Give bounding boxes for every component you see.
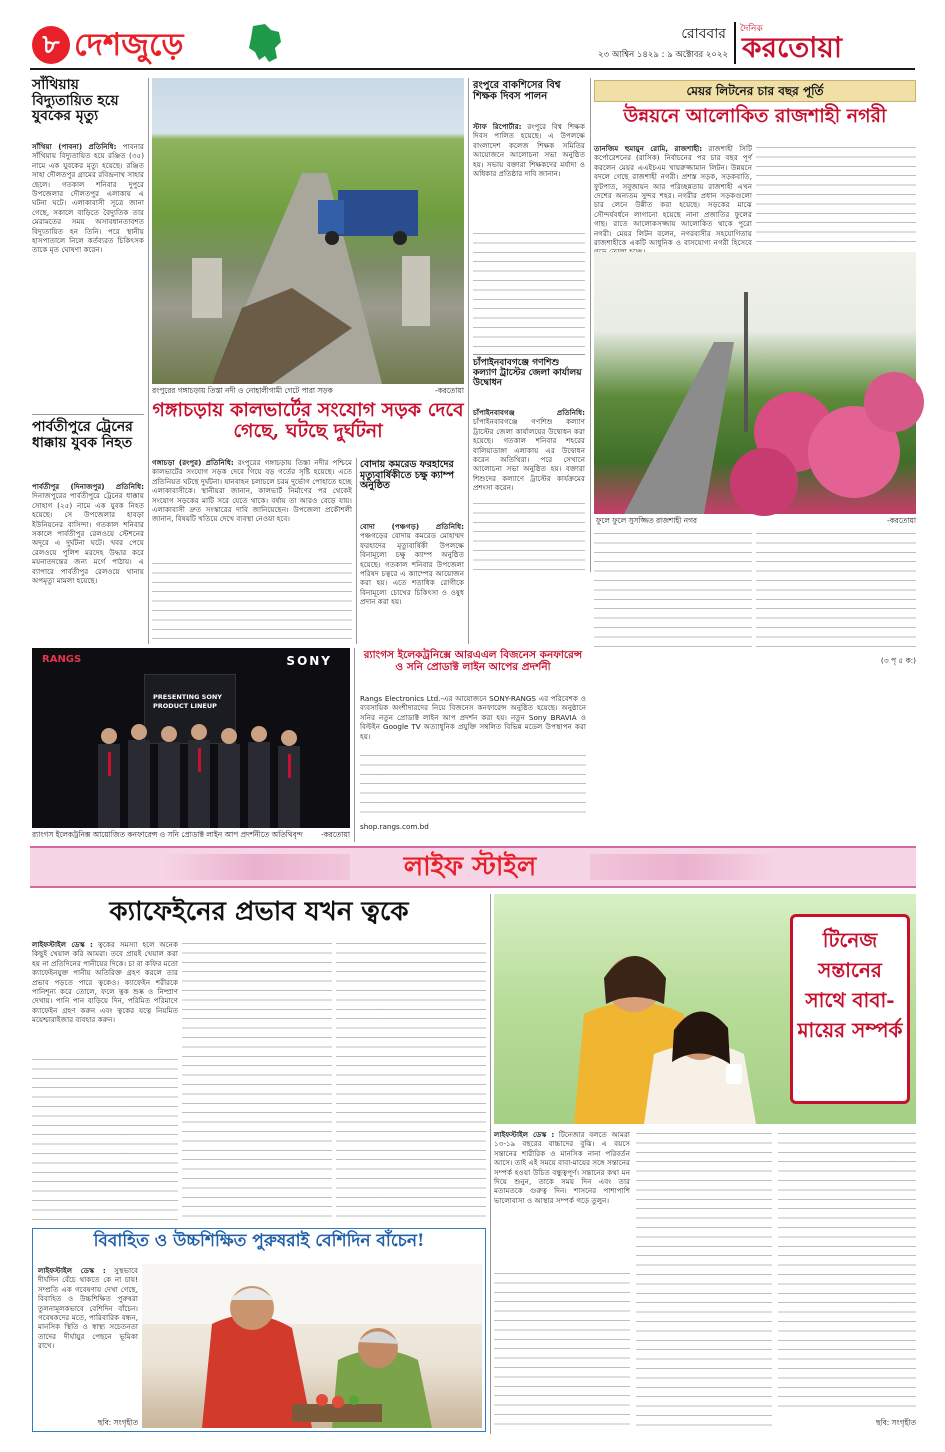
s6-dateline: চাঁপাইনবাবগঞ্জ প্রতিনিধি:: [473, 408, 585, 417]
a3-feature-title: টিনেজ সন্তানের সাথে বাবা-মায়ের সম্পর্ক: [797, 928, 903, 1042]
s3-dateline: গঙ্গাচড়া (রংপুর) প্রতিনিধি:: [152, 458, 234, 467]
s8-url: shop.rangs.com.bd: [360, 822, 429, 831]
s8-photo-caption: র‍্যাংগস ইলেকট্রনিক্স আয়োজিত কনফারেন্স ও সনি প্রোডাক্ট লাইন আপ প্রদর্শনীতে অতিথিবৃন্দ: [32, 830, 303, 839]
s8-photo-credit: -করতোয়া: [320, 830, 350, 839]
issue-date: ২৩ আশ্বিন ১৪২৯ : ৯ অক্টোবর ২০২২: [598, 50, 728, 60]
s2-headline: পার্বতীপুরে ট্রেনের ধাক্কায় যুবক নিহত: [32, 419, 133, 451]
s7-photo-caption: ফুলে ফুলে সুসজ্জিত রাজশাহী নগর: [596, 516, 697, 525]
a1-continued-text: [32, 1056, 178, 1220]
page-header: [0, 0, 945, 70]
s5-dateline: স্টাফ রিপোর্টার:: [473, 122, 522, 131]
a2-dateline: লাইফস্টাইল ডেস্ক :: [38, 1266, 106, 1275]
flower-road-image: [594, 252, 916, 514]
masthead-name: করতোয়া: [742, 31, 842, 64]
s7-continued-text: [594, 530, 752, 654]
a2-text: সুস্থভাবে দীর্ঘদিন বেঁচে থাকতে কে না চায়! সম্প্রতি এক গবেষণায় দেখা গেছে, বিবাহিত ও উচ্চশিক্ষিত পুরুষরা তুলনামূলকভাবে বেশিদিন বাঁচেন। গবেষকদের মতে, পারিবারিক বন্ধন, মানসিক স্থিতি ও স্বাস্থ্য সচেতনতা তাদের দীর্ঘায়ুর পেছনে ভূমিকা রাখে।: [38, 1266, 138, 1351]
s7-text: রাজশাহী সিটি কর্পোরেশনের (রাসিক) নির্বাচনের পর চার বছর পূর্ণ করলেন মেয়র এএইচএম খায়রুজ্জামান লিটন। উন্নয়নে বদলে গেছে রাজশাহী নগরী। প্রশস্ত সড়ক, সড়কবাতি, ফুটপাত, সবুজায়ন আর পরিচ্ছন্নতায় রাজশাহী এখন দেশের অন্যতম সুন্দর শহর। নগরীর প্রধান সড়কগুলো চার লেনে উন্নীত করা হয়েছে। সড়কের মাঝে সৌন্দর্যবর্ধনে লাগানো হয়েছে নানা প্রজাতির ফুলের গাছ। রাতে আলোকসজ্জায় আলোকিত থাকে পুরো নগরী। মেয়র লিটন বলেন, নগরবাসীর সহযোগিতায় রাজশাহীকে একটি আধুনিক ও বাসযোগ্য নগরী হিসেবে: [594, 144, 752, 248]
a2-headline: বিবাহিত ও উচ্চশিক্ষিত পুরুষরাই বেশিদিন বাঁচেন!: [93, 1231, 425, 1251]
bangladesh-map-icon: [245, 22, 285, 64]
lifestyle-banner: [30, 846, 916, 888]
a2-photo: [142, 1264, 482, 1428]
s5-headline: রংপুরে বাকশিসের বিশ্ব শিক্ষক দিবস পালন: [473, 80, 561, 103]
s7-continued-text: [756, 530, 916, 654]
masthead-divider: [734, 22, 736, 64]
s8-photo: [32, 648, 350, 828]
s8-headline: র‍্যাংগস ইলেকট্রনিক্সে আরএএল বিজনেস কনফারেন্স ও সনি প্রোডাক্ট লাইন আপের প্রদর্শনী: [363, 649, 583, 673]
s3-photo: [152, 78, 464, 384]
header-rule: [30, 68, 915, 70]
s4-headline: বোদায় কমরেড ফরহাদের মৃত্যুবার্ষিকীতে চক্ষু ক্যাম্প অনুষ্ঠিত: [360, 459, 455, 492]
a1-continued-text: [182, 940, 332, 1220]
elderly-couple-image: [142, 1264, 482, 1428]
a3-continued-text: [778, 1130, 916, 1414]
s4-body: [360, 522, 464, 644]
s7-kicker-text: মেয়র লিটনের চার বছর পূর্তি: [686, 84, 824, 98]
s8-guests-image: [32, 648, 350, 828]
s8-continued-text: [360, 752, 586, 818]
s4-text: পঞ্চগড়ের বোদায় কমরেড মোহাম্মদ ফরহাদের মৃত্যুবার্ষিকী উপলক্ষে বিনামূল্যে চক্ষু ক্যাম্প অনুষ্ঠিত হয়েছে। গতকাল শনিবার উপজেলা পরিষদ চত্বরে এ ক্যাম্পের আয়োজন করা হয়। এতে শতাধিক রোগীকে বিনামূল্যে চোখের চিকিৎসা ও ওষুধ প্রদান করা হয়।: [360, 531, 464, 607]
page-number-badge: ৮: [32, 26, 70, 64]
s1-body: [32, 142, 144, 412]
divider: [473, 354, 585, 355]
column-rule: [590, 78, 591, 572]
s7-continued-text: [756, 144, 916, 248]
a2-credit: ছবি: সংগৃহীত: [98, 1418, 138, 1427]
column-rule: [468, 78, 469, 644]
road-scene-image: [152, 78, 464, 384]
s2-text: দিনাজপুরের পার্বতীপুরে ট্রেনের ধাক্কায় সোহাগ (২৫) নামে এক যুবক নিহত হয়েছে। সে উপজেলার হাবড়া ইউনিয়নের বাসিন্দা। গতকাল শনিবার সকালে পার্বতীপুর রেলওয়ে স্টেশনের অদূরে এ দুর্ঘটনা ঘটে। খবর পেয়ে রেলওয়ে পুলিশ মরদেহ উদ্ধার করে ময়নাতদন্তের জন্য মর্গে পাঠায়। এ ব্যাপারে পার্বতীপুর রেলওয়ে থানায় অপমৃত্যু মামলা হয়েছে।: [32, 491, 144, 586]
column-rule: [148, 78, 149, 644]
a3-continued-text: [636, 1130, 772, 1428]
a1-continued-text: [336, 940, 486, 1220]
a3-feature-box: [790, 914, 910, 1104]
s8-text: Rangs Electronics Ltd.-এর আয়োজনে SONY-RANGS এর পরিবেশক ও ব্যবসায়িক অংশীদারদের নিয়ে বিজনেস কনফারেন্স অনুষ্ঠিত হয়েছে। অনুষ্ঠানে সনির নতুন প্রোডাক্ট লাইন আপ প্রদর্শন করা হয়। নতুন Sony BRAVIA ও বিল্টইন Google TV অত্যাধুনিক প্রযুক্তি সম্বলিত বিভিন্ন মডেল উপস্থাপন করা হয়।: [360, 694, 586, 741]
s7-dateline: তানজিম হুমায়ুন রোমি, রাজশাহী:: [594, 144, 703, 153]
column-rule: [354, 648, 355, 842]
s5-continued-text: [473, 230, 585, 350]
a3-continued-text: [494, 1270, 630, 1428]
a2-body: [38, 1266, 138, 1416]
masthead-small: দৈনিক: [740, 24, 763, 34]
a1-headline: ক্যাফেইনের প্রভাব যখন ত্বকে: [109, 897, 409, 927]
s3-continued-text: [152, 560, 352, 644]
s2-body: [32, 482, 144, 644]
s7-kicker: [594, 80, 916, 102]
a3-photo: [494, 894, 916, 1124]
section-title: দেশজুড়ে: [74, 27, 184, 63]
s4-dateline: বোদা (পঞ্চগড়) প্রতিনিধি:: [360, 522, 464, 531]
s6-headline: চাঁপাইনবাবগঞ্জে গণশিশু কল্যাণ ট্রাস্টের জেলা কার্যালয় উদ্বোধন: [473, 358, 582, 389]
s3-body: [152, 458, 352, 558]
a1-dateline: লাইফস্টাইল ডেস্ক :: [32, 940, 93, 949]
a3-credit: ছবি: সংগৃহীত: [876, 1418, 916, 1427]
s1-text: পাবনার সাঁথিয়ায় বিদ্যুতায়িত হয়ে রঞ্জিত (৩৫) নামে এক যুবকের মৃত্যু হয়েছে। রঞ্জিত সাহা দৌলতপুর গ্রামের রবিন্দ্রনাথ সাহার ছেলে। গতকাল শনিবার দুপুরে উপজেলার দৌলতপুর এলাকায় এ ঘটনা ঘটে। এলাকাবাসী সূত্রে জানা গেছে, সকালে বাড়িতে বৈদ্যুতিক তার মেরামতের সময় অসাবধানতাবশত বিদ্যুতায়িত হন তিনি। পরে স্থানীয় হাসপাতালে নিলে কর্তব্যরত চিকিৎসক তাকে মৃত ঘোষণা করেন।: [32, 142, 144, 255]
s7-photo-credit: -করতোয়া: [886, 516, 916, 525]
s8-brand-right: SONY: [286, 654, 332, 668]
banner-title: লাইফ স্টাইল: [403, 852, 537, 882]
s2-dateline: পার্বতীপুর (দিনাজপুর) প্রতিনিধি:: [32, 482, 144, 491]
s6-text: চাঁপাইনবাবগঞ্জে গণশিশু কল্যাণ ট্রাস্টের জেলা কার্যালয়ের উদ্বোধন করা হয়েছে। গতকাল শনিবার শহরের বালিয়াডাঙ্গা এলাকায় এর উদ্বোধন করেন অতিথিরা। পরে সেখানে আলোচনা সভা অনুষ্ঠিত হয়। বক্তারা শিশুদের কল্যাণে ট্রাস্টের কার্যক্রমের প্রশংসা করেন।: [473, 417, 585, 493]
s5-text: রংপুরে বিশ্ব শিক্ষক দিবস পালিত হয়েছে। এ উপলক্ষে বাংলাদেশ কলেজ শিক্ষক সমিতির আয়োজনে আলোচনা সভা অনুষ্ঠিত হয়। সভায় বক্তারা শিক্ষকদের মর্যাদা ও অধিকার প্রতিষ্ঠার দাবি জানান।: [473, 122, 585, 179]
s8-brand-left: RANGS: [42, 654, 82, 665]
s6-continued-text: [473, 500, 585, 572]
a3-dateline: লাইফস্টাইল ডেস্ক :: [494, 1130, 555, 1139]
column-rule: [490, 894, 491, 1434]
s3-text: রংপুরের গঙ্গাচড়ায় তিস্তা নদীর পশ্চিমে কালভার্টের সংযোগ সড়ক দেবে গিয়ে বড় গর্তের সৃষ্টি হয়েছে। এতে প্রতিনিয়ত ঘটছে দুর্ঘটনা। যানবাহন চলাচলে চরম দুর্ভোগ পোহাতে হচ্ছে এলাকাবাসীকে। স্থানীয়রা জানান, কালভার্ট নির্মাণের পর থেকেই সংযোগ সড়কের মাটি সরে যেতে থাকে। বর্ষায় তা আরও বেড়ে যায়। এলাকাবাসী দ্রুত সংস্কারের দাবি জানিয়েছেন। উপজেলা প্রকৌশলী জানান, বিষয়টি খতিয়ে দেখে ব্যবস্থা নেওয়া হবে।: [152, 458, 352, 524]
divider: [32, 414, 144, 415]
banner-ornament-left: [160, 854, 350, 880]
s7-headline: উন্নয়নে আলোকিত রাজশাহী নগরী: [623, 105, 887, 127]
banner-ornament-right: [590, 854, 780, 880]
s1-dateline: সাঁথিয়া (পাবনা) প্রতিনিধি:: [32, 142, 117, 151]
s1-headline: সাঁথিয়ায় বিদ্যুতায়িত হয়ে যুবকের মৃত্যু: [32, 77, 119, 125]
s8-screen-text: PRESENTING SONY PRODUCT LINEUP: [153, 693, 223, 710]
s3-photo-caption: রংপুরের গঙ্গাচড়ায় তিস্তা নদী ও নোহালীগামী গেটে পারা সড়ক: [152, 386, 333, 395]
issue-day: রোববার: [681, 26, 726, 42]
a3-text: টিনেজার বলতে আমরা ১৩-১৯ বছরের বাচ্চাদের বুঝি। এ বয়সে সন্তানের শারীরিক ও মানসিক নানা পরিবর্তন আসে। তাই এই সময়ে বাবা-মায়ের সঙ্গে সন্তানের সম্পর্ক হওয়া উচিত বন্ধুত্বপূর্ণ। সন্তানের কথা মন দিয়ে শুনুন, তাকে সময় দিন এবং তার মতামতকে গুরুত্ব দিন। শাসনের পাশাপাশি ভালোবাসা ও আস্থার সম্পর্ক গড়ে তুলুন।: [494, 1130, 630, 1205]
s7-photo: [594, 252, 916, 514]
s7-jump: (৩ পৃ ৫ ক:): [880, 656, 916, 665]
column-rule: [356, 458, 357, 644]
s3-headline: গঙ্গাচড়ায় কালভার্টের সংযোগ সড়ক দেবে গেছে, ঘটছে দুর্ঘটনা: [152, 399, 464, 443]
s7-body: [594, 144, 752, 248]
s3-photo-credit: -করতোয়া: [434, 386, 464, 395]
a1-text: ত্বকের সমস্যা হলে অনেক কিছুই খেয়াল করি আমরা। তবে প্রায়ই খেয়াল করা হয় না প্রতিদিনের পানীয়ের দিকে। চা বা কফির মতো ক্যাফেইনযুক্ত পানীয় অতিরিক্ত গ্রহণ করলে তার প্রভাব পড়তে পারে ত্বকেও। ক্যাফেইন শরীরকে পানিশূন্য করে তোলে, ফলে ত্বক শুষ্ক ও নিষ্প্রাণ দেখায়। পানি পান বাড়িয়ে দিন, পরিমিত পরিমাণে ক্যাফেইন গ্রহণ করুন এবং ত্বকের যত্নে নিয়মিত ময়েশ্চারাইজার ব্যবহার করুন।: [32, 940, 178, 1025]
